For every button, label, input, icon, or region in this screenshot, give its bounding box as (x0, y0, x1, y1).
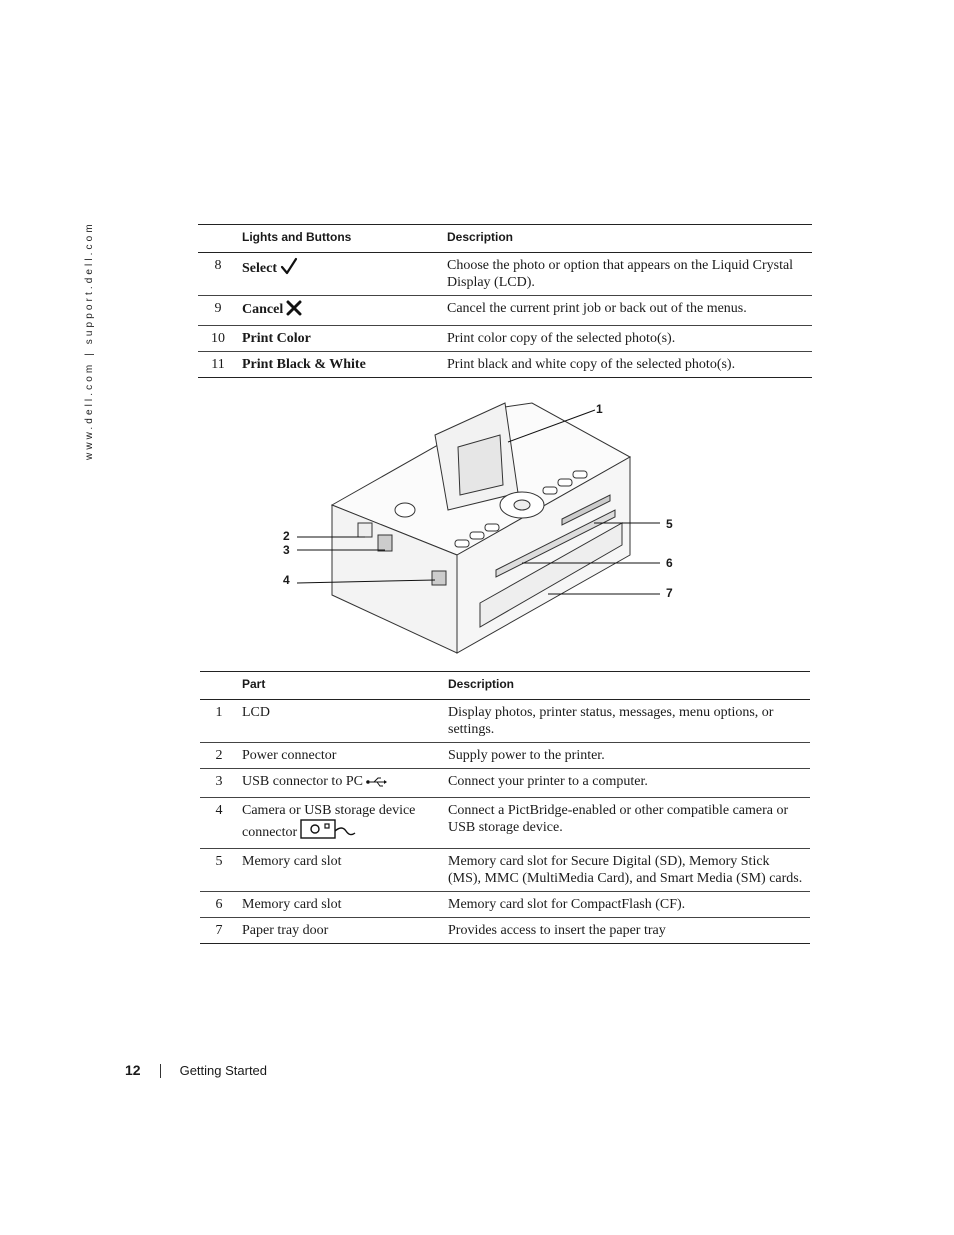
part-name: Camera or USB storage device connector (242, 803, 416, 840)
part-description: Provides access to insert the paper tray (444, 918, 810, 944)
table-row (200, 892, 810, 918)
footer-divider (160, 1064, 161, 1078)
callout-7: 7 (666, 586, 673, 600)
row-number: 9 (198, 296, 238, 326)
part-description: Display photos, printer status, messages, menu options, or settings. (444, 700, 810, 743)
callout-5: 5 (666, 517, 673, 531)
callout-6: 6 (666, 556, 673, 570)
part-description: Memory card slot for Secure Digital (SD), Memory Stick (MS), MMC (MultiMedia Card), and Smart Media (SM) cards. (444, 849, 810, 892)
part-description: Connect your printer to a computer. (444, 769, 810, 798)
part-name: Memory card slot (238, 849, 444, 892)
button-description: Print color copy of the selected photo(s). (443, 326, 812, 352)
section-name: Getting Started (179, 1063, 268, 1078)
side-url: www.dell.com | support.dell.com (84, 221, 95, 460)
button-name: Print Color (238, 326, 443, 352)
parts-table (200, 671, 810, 944)
part-name-cell (238, 798, 444, 849)
row-number: 1 (200, 700, 238, 743)
part-name: LCD (238, 700, 444, 743)
row-number: 8 (198, 253, 238, 296)
col-header-description: Description (443, 225, 812, 253)
part-description: Supply power to the printer. (444, 743, 810, 769)
table-row (200, 918, 810, 944)
col-header-number (200, 672, 238, 700)
button-name: Cancel (242, 302, 284, 317)
part-name: Paper tray door (238, 918, 444, 944)
row-number: 4 (200, 798, 238, 849)
row-number: 3 (200, 769, 238, 798)
callout-4: 4 (283, 573, 290, 587)
part-name: USB connector to PC (242, 774, 363, 789)
button-name: Print Black & White (238, 352, 443, 378)
row-number: 7 (200, 918, 238, 944)
table-header-row (200, 672, 810, 700)
button-description: Choose the photo or option that appears on the Liquid Crystal Display (LCD). (443, 253, 812, 296)
page-footer (125, 1062, 267, 1078)
usb-icon (366, 776, 388, 793)
table-row (200, 769, 810, 798)
table-row (200, 798, 810, 849)
col-header-description: Description (444, 672, 810, 700)
part-name: Power connector (238, 743, 444, 769)
col-header-part: Part (238, 672, 444, 700)
callout-1: 1 (596, 402, 603, 416)
table-row (200, 849, 810, 892)
button-name: Select (242, 261, 277, 276)
row-number: 2 (200, 743, 238, 769)
row-number: 10 (198, 326, 238, 352)
camera-connector-icon (300, 819, 356, 844)
col-header-lights-buttons: Lights and Buttons (238, 225, 443, 253)
page-number: 12 (125, 1062, 141, 1078)
row-number: 5 (200, 849, 238, 892)
row-number: 6 (200, 892, 238, 918)
button-description: Print black and white copy of the selected photo(s). (443, 352, 812, 378)
table-row (200, 743, 810, 769)
button-description: Cancel the current print job or back out of the menus. (443, 296, 812, 326)
callout-2: 2 (283, 529, 290, 543)
table-row (200, 700, 810, 743)
part-description: Memory card slot for CompactFlash (CF). (444, 892, 810, 918)
part-name: Memory card slot (238, 892, 444, 918)
row-number: 11 (198, 352, 238, 378)
part-description: Connect a PictBridge-enabled or other compatible camera or USB storage device. (444, 798, 810, 849)
part-name-cell (238, 769, 444, 798)
callout-3: 3 (283, 543, 290, 557)
